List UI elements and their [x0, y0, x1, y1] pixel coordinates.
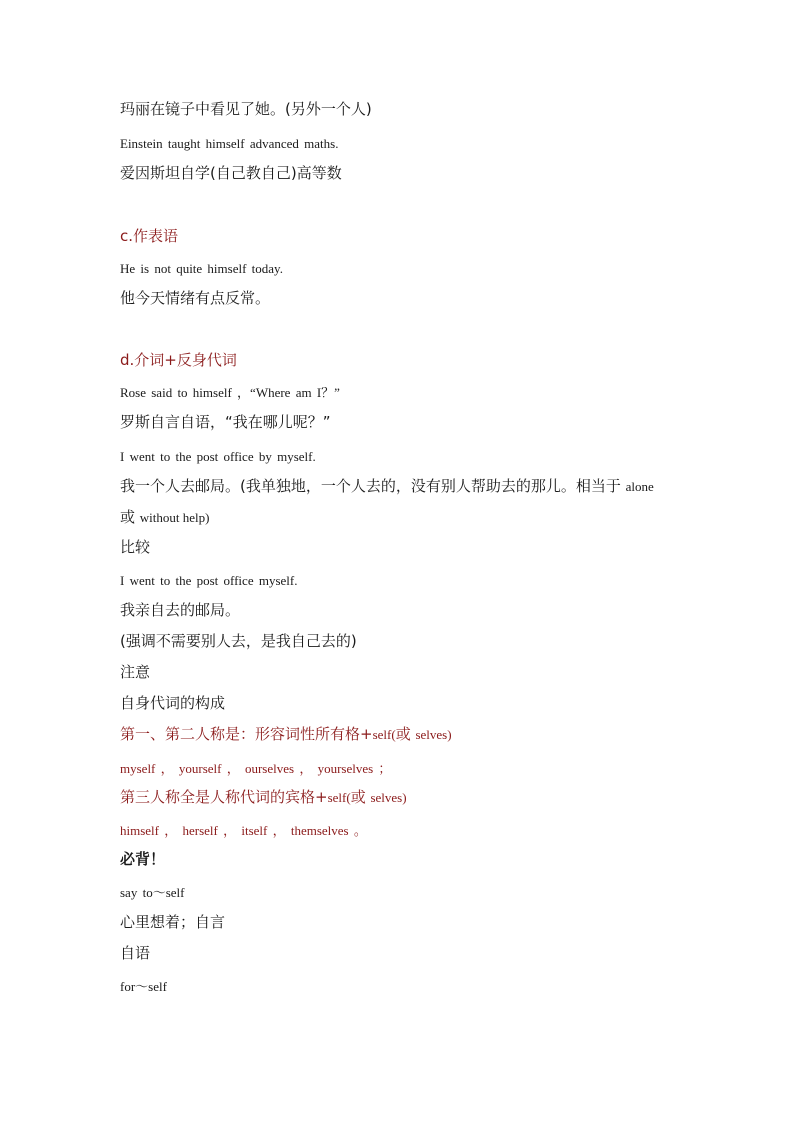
- text-line-english: Rose said to himself ，“Where am I？”: [120, 385, 340, 400]
- rule-first-second-person: [120, 727, 452, 742]
- text-line-chinese: 自语: [120, 944, 151, 962]
- section-heading-preposition-reflexive: d.介词+反身代词: [120, 351, 237, 369]
- list-first-second-person-reflexives: myself ， yourself ， ourselves ， yourselves ；: [120, 761, 392, 776]
- text-segment-chinese: 第一、第二人称是：形容词性所有格+: [120, 725, 373, 743]
- text-line-mixed: [120, 510, 209, 525]
- text-segment-english: self(: [372, 727, 396, 742]
- must-memorize-heading: 必背！: [120, 850, 166, 868]
- text-line-mixed: [120, 479, 654, 494]
- text-line-chinese: 罗斯自言自语，“我在哪儿呢？”: [120, 413, 331, 431]
- text-segment-chinese: 或: [120, 508, 140, 526]
- text-line-chinese: 他今天情绪有点反常。: [120, 289, 271, 307]
- text-line-english: I went to the post office by myself.: [120, 449, 316, 464]
- section-heading-predicative: c.作表语: [120, 227, 179, 245]
- text-line-chinese: (强调不需要别人去，是我自己去的): [120, 632, 357, 650]
- text-line-chinese: 玛丽在镜子中看见了她。(另外一个人): [120, 100, 372, 118]
- text-line-english: He is not quite himself today.: [120, 261, 283, 276]
- text-segment-chinese: 或: [395, 725, 416, 743]
- text-line-english: say to～self: [120, 885, 185, 900]
- text-segment-english: ): [205, 510, 210, 525]
- text-line-chinese: 自身代词的构成: [120, 694, 226, 712]
- text-segment-english: without help: [139, 510, 206, 525]
- text-line-chinese: 心里想着；自言: [120, 913, 226, 931]
- text-line-chinese: 我亲自去的邮局。: [120, 601, 241, 619]
- list-third-person-reflexives: himself ， herself ， itself ， themselves 。: [120, 823, 367, 838]
- text-segment-chinese: 或: [350, 788, 371, 806]
- text-segment-english: selves): [370, 790, 407, 805]
- rule-third-person: [120, 790, 407, 805]
- text-line-english: for～self: [120, 979, 167, 994]
- text-segment-english: selves): [415, 727, 452, 742]
- text-line-english: I went to the post office myself.: [120, 573, 298, 588]
- text-line-english: Einstein taught himself advanced maths.: [120, 136, 339, 151]
- text-segment-english: alone: [625, 479, 654, 494]
- text-line-chinese: 比较: [120, 538, 151, 556]
- text-line-chinese: 爱因斯坦自学(自己教自己)高等数: [120, 164, 342, 182]
- text-segment-english: self(: [327, 790, 351, 805]
- text-line-chinese: 注意: [120, 663, 151, 681]
- text-segment-chinese: 我一个人去邮局。(我单独地，一个人去的，没有别人帮助去的那儿。相当于: [120, 477, 626, 495]
- text-segment-chinese: 第三人称全是人称代词的宾格+: [120, 788, 328, 806]
